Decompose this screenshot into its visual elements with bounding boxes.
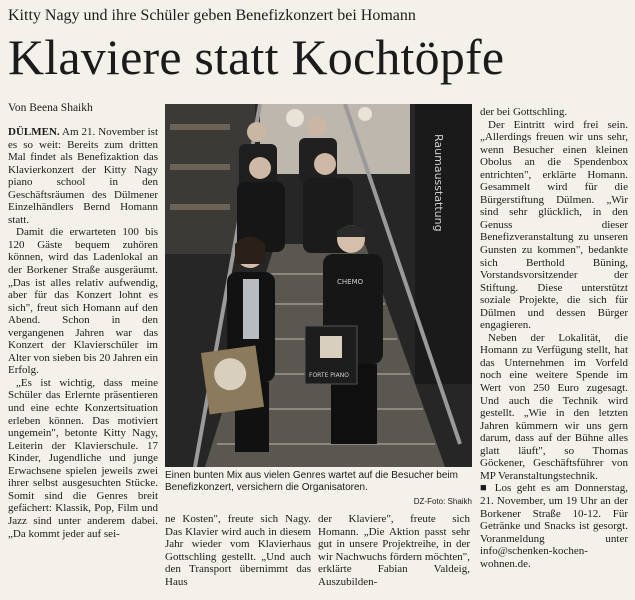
- paragraph-text: Am 21. November ist es so weit: Bereits zum dritten Mal findet als Benefizaktion das Klavierkonzert der Kitty Nagy piano school in den Geschäftsräumen des Dülmener Einzelhändlers Bernd Homann statt.: [8, 126, 158, 226]
- article-photo: [165, 104, 472, 467]
- paragraph: der bei Gottschling.: [480, 106, 568, 118]
- paragraph: [8, 126, 158, 226]
- dateline: DÜLMEN.: [8, 126, 60, 138]
- bullet-icon: ■: [480, 482, 495, 495]
- paragraph: der Klaviere", freute sich Homann. „Die Aktion passt sehr gut in unsere Projektreihe, in der wir Nachwuchs fördern möchten", erklärte Fabian Valdeig, Auszubilden-: [318, 513, 470, 588]
- photo-credit: DZ-Foto: Shaikh: [413, 497, 472, 506]
- article-column-3: [318, 513, 470, 598]
- article-kicker: Kitty Nagy und ihre Schüler geben Benefizkonzert bei Homann: [8, 7, 416, 24]
- paragraph: [480, 482, 628, 570]
- book-text: FORTE PIANO: [309, 372, 349, 379]
- article-byline: Von Beena Shaikh: [8, 102, 93, 114]
- paragraph: Damit die erwarteten 100 bis 120 Gäste bequem zuhören können, wird das Ladenlokal an der Borkener Straße ausgeräumt. „Das ist alles relativ aufwendig, aber für das Konzert lohnt es sich", freut sich Homann auf den Abend. Schon in den vergangenen Jahren war das Konzert der Klavierschüler im Alter von sieben bis 20 Jahren ein Erfolg.: [8, 226, 158, 377]
- chalkboard-text: Raumausstattung: [432, 134, 445, 232]
- article-column-4: [480, 106, 628, 598]
- article-column-2: [165, 513, 311, 598]
- paragraph: Neben der Lokalität, die Homann zu Verfügung stellt, hat das Unternehmen im Vorfeld noch eine weitere Spende im Wert von 250 Euro zugesagt. Und auch die Technik wird gestellt. „Wie in den letzten Jahren kümmern wir uns gern darum, dass auf der Bühne alles glatt läuft", so Thomas Göckener, Geschäftsführer von MP Veranstaltungstechnik.: [480, 331, 628, 482]
- photo-caption: Einen bunten Mix aus vielen Genres wartet auf die Besucher beim Benefizkonzert, versichern die Organisatoren.: [165, 470, 458, 493]
- paragraph: „Es ist wichtig, dass meine Schüler das Erlernte präsentieren und eine echte Konzertsituation erleben können. Das motiviert ungemein", betonte Kitty Nagy, Leiterin der Klavierschule. 17 Kinder, Jugendliche und junge Erwachsene spielen jeweils zwei ihrer selbst ausgesuchten Stücke. Somit sind die Genres breit gefächert: Klassik, Pop, Film und Jazz sind unter anderem dabei. „Da kommt jeder auf sei-: [8, 376, 158, 540]
- article-column-1: [8, 126, 158, 596]
- article-headline: Klaviere statt Kochtöpfe: [8, 29, 505, 85]
- shirt-text: CHEMO: [337, 278, 364, 286]
- paragraph-text: Los geht es am Donnerstag, 21. November, um 19 Uhr an der Borkener Straße 10-12. Für Getränke und Snacks ist gesorgt. Voranmeldung unter info@schenken-kochen-wohnen.de.: [480, 482, 628, 570]
- paragraph: ne Kosten", freute sich Nagy. Das Klavier wird auch in diesem Jahr wieder vom Klavierhaus Gottschling gestellt. „Und auch den Transport übernimmt das Haus: [165, 513, 311, 588]
- paragraph: Der Eintritt wird frei sein. „Allerdings freuen wir uns sehr, wenn Besucher einen kleinen Obolus an die Spendenbox entrichten", erklärte Homann. Gesammelt wird für die Bürgerstiftung Dülmen. „Wir sind sehr glücklich, in den Genuss dieser Benefizveranstaltung zu unseren Gunsten zu kommen", bedankte sich Berthold Büning, Vorstandsvorsitzender der Stiftung. Diese unterstützt soziale Projekte, die sich für Dülmen und dessen Bürger engagieren.: [480, 118, 628, 332]
